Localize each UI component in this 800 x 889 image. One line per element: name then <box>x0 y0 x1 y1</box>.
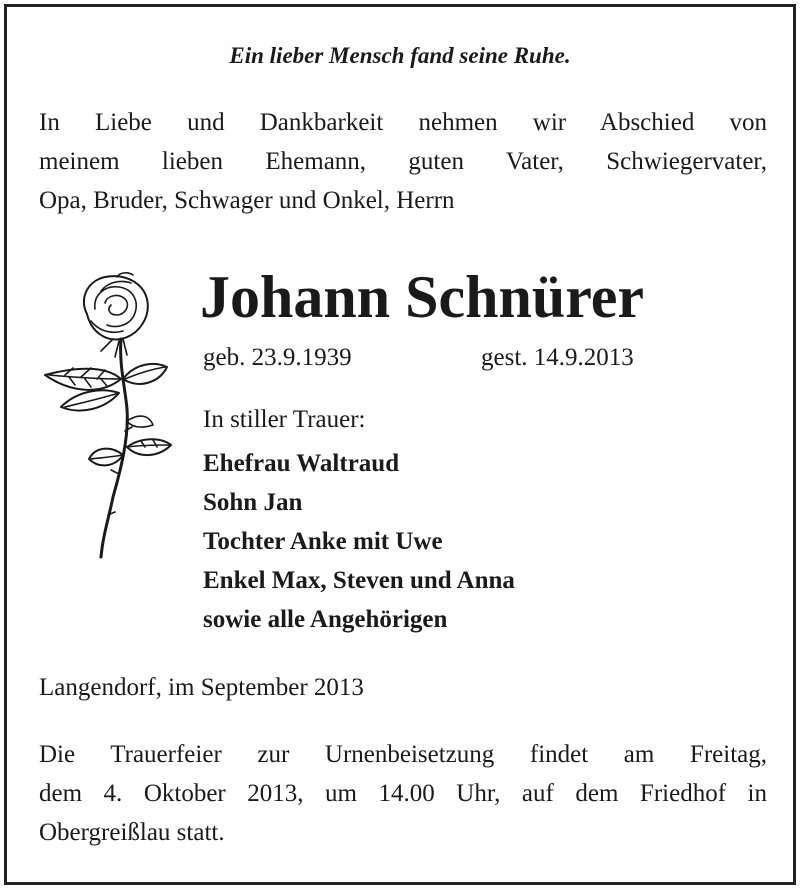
rose-icon <box>35 269 173 561</box>
intro-line: meinem lieben Ehemann, guten Vater, Schwiegervater, <box>39 148 767 175</box>
mourners-list <box>203 444 515 639</box>
deceased-name: Johann Schnürer <box>200 264 645 330</box>
ceremony-line: Die Trauerfeier zur Urnenbeisetzung findet am Freitag, <box>39 741 767 768</box>
intro-line: In Liebe und Dankbarkeit nehmen wir Abschied von <box>39 109 767 136</box>
mourner-entry: sowie alle Angehörigen <box>203 606 448 633</box>
mourning-heading: In stiller Trauer: <box>203 406 366 433</box>
ceremony-line: dem 4. Oktober 2013, um 14.00 Uhr, auf dem Friedhof in <box>39 780 767 807</box>
birth-date: geb. 23.9.1939 <box>203 344 352 371</box>
ceremony-notice <box>39 735 767 852</box>
place-date: Langendorf, im September 2013 <box>39 674 364 701</box>
mourner-entry: Sohn Jan <box>203 489 303 516</box>
death-date: gest. 14.9.2013 <box>481 344 634 371</box>
mourner-entry: Ehefrau Waltraud <box>203 450 400 477</box>
obituary-card <box>4 4 796 885</box>
intro-paragraph <box>39 103 767 220</box>
intro-line: Opa, Bruder, Schwager und Onkel, Herrn <box>39 187 455 214</box>
mourner-entry: Tochter Anke mit Uwe <box>203 528 443 555</box>
mourner-entry: Enkel Max, Steven und Anna <box>203 567 515 594</box>
ceremony-line: Obergreißlau statt. <box>39 819 225 846</box>
motto-heading: Ein lieber Mensch fand seine Ruhe. <box>229 43 571 68</box>
